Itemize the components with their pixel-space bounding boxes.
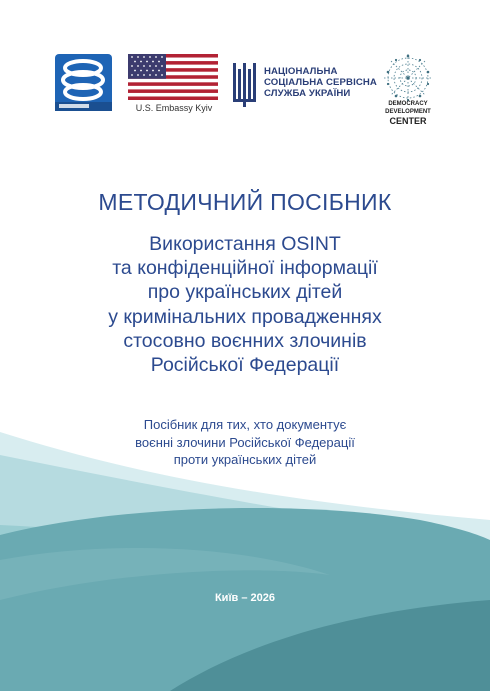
subtitle-line: стосовно воєнних злочинів — [123, 329, 367, 352]
subtitle-line: про українських дітей — [147, 281, 343, 304]
note-line: Посібник для тих, хто документує — [143, 417, 347, 432]
subtitle-line: у кримінальних провадженнях — [108, 305, 382, 328]
nssu-name — [264, 66, 377, 99]
nssu-line-1: НАЦІОНАЛЬНА — [264, 66, 338, 77]
subtitle-line: Використання OSINT — [149, 233, 341, 255]
ddc-line-small: DEMOCRACY DEVELOPMENT — [385, 101, 431, 115]
document-title: МЕТОДИЧНИЙ ПОСІБНИК — [98, 189, 392, 215]
document-subtitle — [20, 232, 470, 377]
nssu-line-3: СЛУЖБА УКРАЇНИ — [264, 88, 351, 99]
subtitle-line: та конфіденційної інформації — [112, 257, 378, 280]
nssu-line-2: СОЦІАЛЬНА СЕРВІСНА — [264, 77, 377, 88]
ddc-globe-icon — [380, 50, 436, 106]
audience-note — [20, 416, 470, 469]
note-line: воєнні злочини Російської Федерації — [135, 434, 355, 450]
partner-logo-icon — [55, 54, 112, 111]
subtitle-line: Російської Федерації — [150, 354, 340, 377]
note-line: проти українських дітей — [173, 452, 317, 467]
us-embassy-caption: U.S. Embassy Kyiv — [135, 103, 213, 113]
place-and-year: Київ – 2026 — [214, 592, 276, 604]
ddc-name — [378, 100, 438, 125]
ddc-line-big: CENTER — [389, 116, 427, 126]
